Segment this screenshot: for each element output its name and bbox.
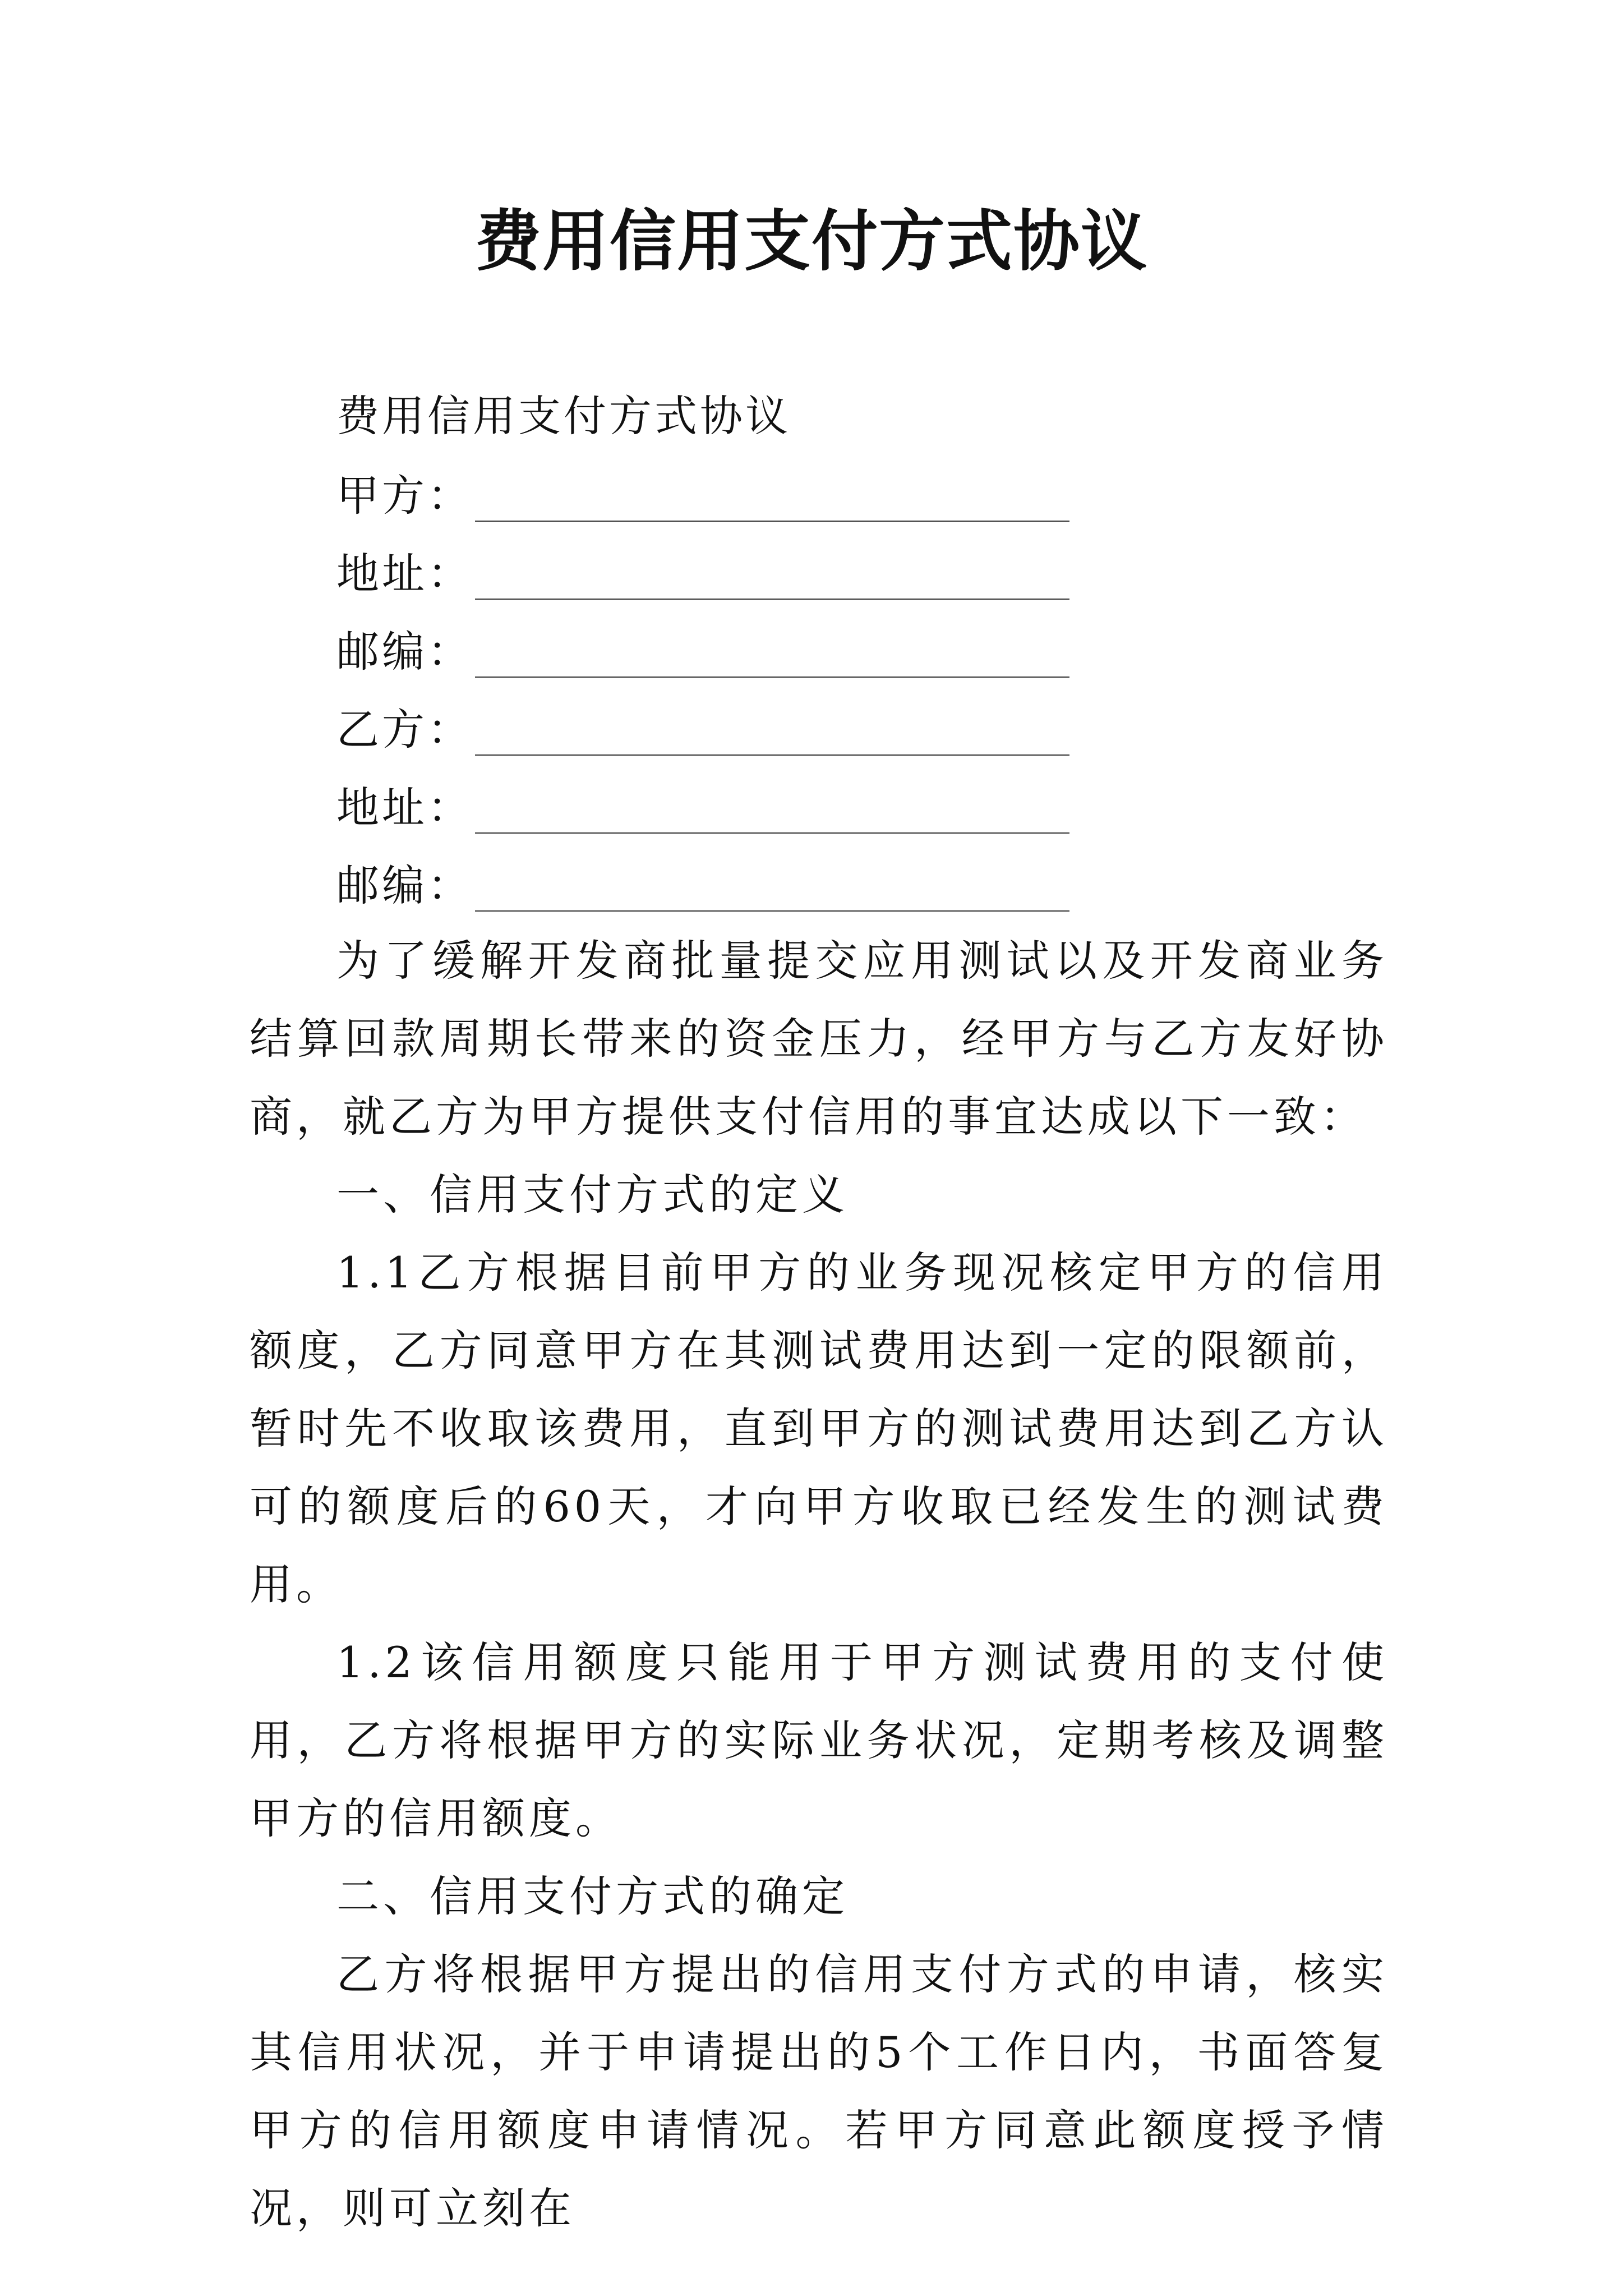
- section-2-paragraph: 乙方将根据甲方提出的信用支付方式的申请，核实其信用状况，并于申请提出的5个工作日内，书面答复甲方的信用额度申请情况。若甲方同意此额度授予情况，则可立刻在: [250, 1949, 1388, 2233]
- party-b-postcode-field: [336, 843, 1069, 921]
- party-b-address-field: [336, 765, 1069, 843]
- party-b-postcode-blank[interactable]: [475, 859, 1069, 912]
- document-subtitle: 费用信用支付方式协议: [336, 391, 791, 441]
- party-b-address-blank[interactable]: [475, 781, 1069, 834]
- party-b-blank[interactable]: [475, 703, 1069, 756]
- party-a-address-blank[interactable]: [475, 547, 1069, 600]
- party-a-postcode-label: 邮编：: [336, 626, 473, 677]
- clause-1-2: 1.2该信用额度只能用于甲方测试费用的支付使用，乙方将根据甲方的实际业务状况，定期考核及调整甲方的信用额度。: [250, 1637, 1388, 1843]
- party-b-postcode-label: 邮编：: [336, 860, 473, 910]
- party-a-address-field: [336, 531, 1069, 609]
- party-a-field: [336, 453, 1069, 531]
- section-2-heading: 二、信用支付方式的确定: [336, 1871, 849, 1921]
- party-a-blank[interactable]: [475, 469, 1069, 522]
- section-1-heading: 一、信用支付方式的定义: [336, 1170, 849, 1220]
- clause-1-1: 1.1乙方根据目前甲方的业务现况核定甲方的信用额度，乙方同意甲方在其测试费用达到一定的限额前，暂时先不收取该费用，直到甲方的测试费用达到乙方认可的额度后的60天，才向甲方收取已经发生的测试费用。: [250, 1248, 1388, 1609]
- party-b-label: 乙方：: [336, 704, 473, 754]
- party-a-postcode-field: [336, 609, 1069, 687]
- agreement-body: [250, 922, 1388, 2247]
- document-title: 费用信用支付方式协议: [474, 202, 1148, 280]
- party-a-postcode-blank[interactable]: [475, 625, 1069, 678]
- party-b-address-label: 地址：: [336, 782, 473, 832]
- intro-paragraph: 为了缓解开发商批量提交应用测试以及开发商业务结算回款周期长带来的资金压力，经甲方与乙方友好协商，就乙方为甲方提供支付信用的事宜达成以下一致：: [250, 936, 1388, 1142]
- party-b-field: [336, 687, 1069, 765]
- party-a-address-label: 地址：: [336, 548, 473, 599]
- party-a-label: 甲方：: [336, 470, 473, 521]
